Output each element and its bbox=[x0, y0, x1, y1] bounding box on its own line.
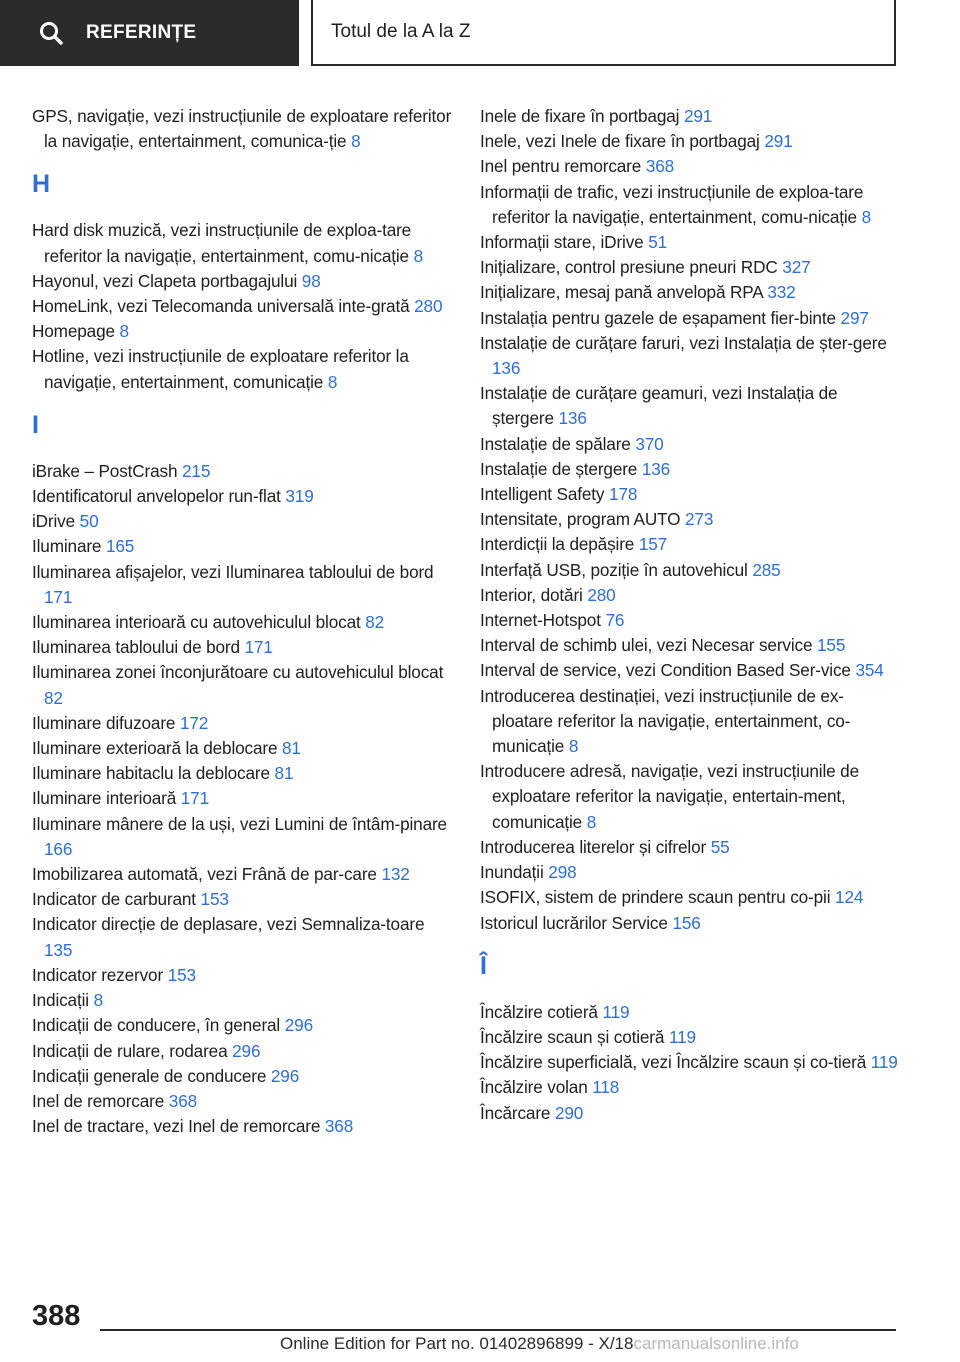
index-entry-text: Inele, vezi Inele de fixare în portbagaj bbox=[480, 131, 760, 152]
index-entry bbox=[32, 786, 452, 811]
index-entry-text: Iluminare bbox=[32, 536, 102, 557]
index-entry bbox=[480, 432, 900, 457]
index-entry-text: Introducere adresă, navigație, vezi instrucțiunile de exploatare referitor la navigație, entertain-ment, comunicație bbox=[480, 761, 859, 832]
index-entry-text: Inițializare, control presiune pneuri RDC bbox=[480, 257, 778, 278]
index-entry-page-link[interactable]: 8 bbox=[93, 990, 103, 1011]
index-entry-text: iDrive bbox=[32, 511, 76, 532]
index-entry bbox=[32, 560, 452, 610]
index-entry-text: Indicații generale de conducere bbox=[32, 1065, 267, 1086]
index-entry-text: Încălzire scaun și cotieră bbox=[480, 1026, 665, 1047]
index-entry-page-link[interactable]: 135 bbox=[44, 939, 73, 960]
index-entry bbox=[480, 507, 900, 532]
index-entry-text: Interior, dotări bbox=[480, 584, 583, 605]
tab-totul-de-la-a-la-z[interactable] bbox=[311, 0, 896, 66]
index-entry-text: Introducerea literelor și cifrelor bbox=[480, 836, 707, 857]
index-entry bbox=[32, 1114, 452, 1139]
index-entry bbox=[32, 635, 452, 660]
index-entry bbox=[32, 294, 452, 319]
index-entry-page-link[interactable]: 55 bbox=[710, 836, 730, 857]
index-entry bbox=[32, 812, 452, 862]
index-entry bbox=[32, 104, 452, 154]
index-entry bbox=[480, 230, 900, 255]
index-entry-text: Iluminare interioară bbox=[32, 788, 177, 809]
index-entry bbox=[32, 484, 452, 509]
index-entry-text: Iluminare habitaclu la deblocare bbox=[32, 763, 270, 784]
index-entry bbox=[480, 1025, 900, 1050]
index-entry-text: Încălzire superficială, vezi Încălzire scaun și co-tieră bbox=[480, 1052, 867, 1073]
index-entry-text: Încălzire volan bbox=[480, 1077, 588, 1098]
index-entry bbox=[480, 1101, 900, 1126]
page-number: 388 bbox=[32, 1300, 81, 1332]
index-entry-page-link[interactable]: 132 bbox=[381, 864, 410, 885]
index-entry-page-link[interactable]: 119 bbox=[668, 1026, 696, 1047]
index-entry bbox=[480, 331, 900, 381]
index-entry-text: GPS, navigație, vezi instrucțiunile de exploatare referitor la navigație, entertainment, comunica-ție bbox=[32, 106, 452, 152]
index-entry-page-link[interactable]: 297 bbox=[840, 307, 869, 328]
index-entry-page-link[interactable]: 136 bbox=[558, 408, 587, 429]
index-entry bbox=[480, 558, 900, 583]
index-entry bbox=[32, 509, 452, 534]
index-entry bbox=[32, 218, 452, 268]
watermark: carmanualsonline.info bbox=[633, 1334, 799, 1353]
index-entry bbox=[480, 280, 900, 305]
index-entry-page-link[interactable]: 172 bbox=[179, 712, 209, 733]
index-entry-page-link[interactable]: 368 bbox=[645, 156, 675, 177]
tab-az-label: Totul de la A la Z bbox=[331, 21, 471, 42]
index-entry-text: Interdicții la depășire bbox=[480, 534, 635, 555]
index-entry-page-link[interactable]: 119 bbox=[602, 1001, 630, 1022]
index-entry-page-link[interactable]: 8 bbox=[586, 811, 597, 832]
index-entry-page-link[interactable]: 273 bbox=[685, 509, 714, 530]
index-entry bbox=[32, 534, 452, 559]
index-entry-text: Indicații de conducere, în general bbox=[32, 1015, 281, 1036]
index-entry-page-link[interactable]: 153 bbox=[200, 889, 229, 910]
index-entry bbox=[480, 608, 900, 633]
index-entry-page-link[interactable]: 136 bbox=[492, 358, 521, 379]
index-entry bbox=[480, 104, 900, 129]
index-entry bbox=[480, 457, 900, 482]
footer-edition-text: Online Edition for Part no. 01402896899 - X/18 bbox=[280, 1334, 634, 1353]
index-entry bbox=[32, 736, 452, 761]
index-entry-page-link[interactable]: 290 bbox=[554, 1102, 584, 1123]
index-entry-text: Hayonul, vezi Clapeta portbagajului bbox=[32, 270, 298, 291]
index-entry-page-link[interactable]: 368 bbox=[168, 1090, 198, 1111]
index-entry-page-link[interactable]: 296 bbox=[284, 1015, 313, 1036]
index-entry-page-link[interactable]: 296 bbox=[270, 1065, 300, 1086]
index-entry bbox=[480, 1075, 900, 1100]
index-entry-page-link[interactable]: 50 bbox=[79, 511, 99, 532]
index-letter-heading: H bbox=[32, 170, 50, 199]
index-entry-text: Interval de schimb ulei, vezi Necesar service bbox=[480, 635, 813, 656]
index-entry-page-link[interactable]: 171 bbox=[44, 586, 73, 607]
index-entry-page-link[interactable]: 285 bbox=[752, 559, 781, 580]
index-entry-page-link[interactable]: 124 bbox=[835, 887, 864, 908]
index-entry-text: Iluminare difuzoare bbox=[32, 712, 176, 733]
index-entry-page-link[interactable]: 280 bbox=[587, 584, 616, 605]
index-entry-page-link[interactable]: 171 bbox=[180, 788, 209, 809]
index-entry-text: Indicații bbox=[32, 990, 89, 1011]
index-entry-page-link[interactable]: 354 bbox=[855, 660, 884, 681]
index-entry-text: ISOFIX, sistem de prindere scaun pentru co-pii bbox=[480, 887, 831, 908]
index-entry bbox=[32, 988, 452, 1013]
index-entry-text: Intensitate, program AUTO bbox=[480, 509, 681, 530]
index-entry-text: Hard disk muzică, vezi instrucțiunile de exploa-tare referitor la navigație, entertainment, comu-nicație bbox=[32, 220, 412, 266]
index-entry bbox=[32, 711, 452, 736]
index-entry bbox=[32, 660, 452, 710]
index-entry bbox=[480, 482, 900, 507]
footer-edition bbox=[280, 1334, 900, 1354]
index-entry-page-link[interactable]: 327 bbox=[782, 257, 811, 278]
index-entry-page-link[interactable]: 82 bbox=[365, 612, 385, 633]
index-entry bbox=[480, 1000, 900, 1025]
index-entry-page-link[interactable]: 8 bbox=[413, 245, 423, 266]
index-entry-page-link[interactable]: 296 bbox=[232, 1040, 261, 1061]
index-entry-text: Iluminare exterioară la deblocare bbox=[32, 738, 278, 759]
index-entry-page-link[interactable]: 119 bbox=[870, 1052, 898, 1073]
index-entry-page-link[interactable]: 153 bbox=[167, 964, 196, 985]
index-entry-text: Indicator rezervor bbox=[32, 964, 164, 985]
index-entry-page-link[interactable]: 319 bbox=[285, 486, 314, 507]
index-entry-text: Interfață USB, poziție în autovehicul bbox=[480, 559, 748, 580]
index-entry bbox=[480, 583, 900, 608]
index-entry bbox=[480, 129, 900, 154]
index-entry-text: Iluminarea zonei înconjurătoare cu autovehiculul blocat bbox=[32, 662, 444, 683]
footer-divider bbox=[100, 1329, 896, 1331]
index-entry-page-link[interactable]: 171 bbox=[244, 637, 273, 658]
index-entry-page-link[interactable]: 215 bbox=[182, 460, 211, 481]
index-entry-text: Indicații de rulare, rodarea bbox=[32, 1040, 228, 1061]
index-entry-text: Informații de trafic, vezi instrucțiunile de exploa-tare referitor la navigație, entertainment, comu-nicație bbox=[480, 181, 864, 227]
index-entry-page-link[interactable]: 118 bbox=[592, 1077, 620, 1098]
index-entry-text: Informații stare, iDrive bbox=[480, 232, 644, 253]
index-entry bbox=[480, 381, 900, 431]
tab-referinte[interactable] bbox=[0, 0, 299, 66]
index-entry bbox=[480, 759, 900, 835]
index-entry bbox=[480, 684, 900, 760]
index-entry bbox=[32, 269, 452, 294]
index-entry bbox=[32, 963, 452, 988]
index-entry bbox=[32, 1089, 452, 1114]
index-entry-text: Identificatorul anvelopelor run-flat bbox=[32, 486, 281, 507]
index-entry bbox=[32, 887, 452, 912]
index-entry-text: Indicator direcție de deplasare, vezi Semnaliza-toare bbox=[32, 914, 425, 935]
index-entry-text: Instalație de curățare faruri, vezi Instalația de șter-gere bbox=[480, 332, 887, 353]
index-entry-text: Indicator de carburant bbox=[32, 889, 196, 910]
index-entry-page-link[interactable]: 8 bbox=[351, 131, 361, 152]
index-entry-text: Iluminare mânere de la uși, vezi Lumini de întâm-pinare bbox=[32, 813, 447, 834]
index-entry bbox=[480, 306, 900, 331]
index-entry-page-link[interactable]: 166 bbox=[44, 838, 73, 859]
index-entry bbox=[480, 658, 900, 683]
index-entry bbox=[480, 911, 900, 936]
index-entry bbox=[32, 862, 452, 887]
index-entry-text: Încălzire cotieră bbox=[480, 1001, 598, 1022]
index-entry-page-link[interactable]: 81 bbox=[274, 763, 294, 784]
index-entry-page-link[interactable]: 370 bbox=[635, 433, 664, 454]
index-entry bbox=[480, 255, 900, 280]
index-entry-text: Intelligent Safety bbox=[480, 484, 605, 505]
index-entry-page-link[interactable]: 291 bbox=[764, 131, 793, 152]
index-entry-page-link[interactable]: 165 bbox=[105, 536, 135, 557]
index-entry-page-link[interactable]: 76 bbox=[605, 610, 625, 631]
index-column-right bbox=[480, 104, 900, 1126]
index-entry-page-link[interactable]: 8 bbox=[119, 321, 129, 342]
index-entry-page-link[interactable]: 280 bbox=[414, 296, 443, 317]
index-entry bbox=[480, 835, 900, 860]
index-entry-page-link[interactable]: 368 bbox=[324, 1116, 354, 1137]
index-entry-text: Inele de fixare în portbagaj bbox=[480, 106, 680, 126]
index-entry bbox=[480, 532, 900, 557]
index-entry-text: Inel de remorcare bbox=[32, 1090, 165, 1111]
index-entry-page-link[interactable]: 157 bbox=[638, 534, 668, 555]
index-letter-heading: I bbox=[32, 410, 39, 439]
index-entry-page-link[interactable]: 178 bbox=[609, 484, 638, 505]
index-entry-page-link[interactable]: 155 bbox=[817, 635, 846, 656]
index-entry-text: Iluminarea tabloului de bord bbox=[32, 637, 240, 658]
index-entry bbox=[32, 1013, 452, 1038]
index-entry bbox=[32, 1039, 452, 1064]
index-entry-page-link[interactable]: 8 bbox=[568, 736, 579, 757]
index-entry-text: Instalație de ștergere bbox=[480, 458, 638, 479]
index-entry-text: Încărcare bbox=[480, 1102, 551, 1123]
index-column-left bbox=[32, 104, 452, 1139]
index-entry bbox=[32, 319, 452, 344]
index-entry-text: Inițializare, mesaj pană anvelopă RPA bbox=[480, 282, 763, 303]
index-entry-page-link[interactable]: 98 bbox=[301, 270, 321, 291]
index-entry-text: Instalație de curățare geamuri, vezi Instalația de ștergere bbox=[480, 383, 838, 429]
index-entry-page-link[interactable]: 8 bbox=[861, 206, 871, 227]
index-entry-text: Introducerea destinației, vezi instrucțiunile de ex-ploatare referitor la navigație, entertainment, co-municație bbox=[480, 685, 851, 757]
index-entry-text: iBrake – PostCrash bbox=[32, 460, 178, 481]
index-entry-text: Interval de service, vezi Condition Based Ser-vice bbox=[480, 660, 851, 681]
index-entry-page-link[interactable]: 8 bbox=[327, 371, 338, 392]
index-entry-text: Inundații bbox=[480, 862, 544, 883]
index-entry-text: Iluminarea afișajelor, vezi Iluminarea tabloului de bord bbox=[32, 561, 434, 582]
index-entry-text: Istoricul lucrărilor Service bbox=[480, 912, 668, 933]
index-entry-page-link[interactable]: 298 bbox=[548, 862, 577, 883]
index-entry bbox=[32, 912, 452, 962]
index-entry bbox=[32, 610, 452, 635]
index-entry bbox=[32, 459, 452, 484]
index-entry-text: Instalația pentru gazele de eșapament fier-binte bbox=[480, 307, 836, 328]
index-entry-text: Iluminarea interioară cu autovehiculul blocat bbox=[32, 612, 361, 633]
index-entry bbox=[480, 633, 900, 658]
index-entry-page-link[interactable]: 136 bbox=[641, 458, 671, 479]
index-entry-text: Homepage bbox=[32, 321, 115, 342]
index-entry-page-link[interactable]: 291 bbox=[683, 106, 713, 126]
tab-referinte-label: REFERINȚE bbox=[86, 22, 197, 43]
index-entry-text: Internet-Hotspot bbox=[480, 610, 601, 631]
index-entry bbox=[480, 885, 900, 910]
index-letter-heading: Î bbox=[480, 951, 487, 980]
index-entry-text: HomeLink, vezi Telecomanda universală inte-grată bbox=[32, 296, 410, 317]
index-entry-text: Inel pentru remorcare bbox=[480, 156, 642, 177]
index-entry-text: Imobilizarea automată, vezi Frână de par-care bbox=[32, 864, 377, 885]
index-entry bbox=[32, 1064, 452, 1089]
index-entry-page-link[interactable]: 156 bbox=[672, 912, 701, 933]
index-entry-text: Inel de tractare, vezi Inel de remorcare bbox=[32, 1116, 321, 1137]
index-entry bbox=[32, 344, 452, 394]
index-entry-page-link[interactable]: 51 bbox=[648, 232, 668, 253]
index-entry-text: Hotline, vezi instrucțiunile de exploatare referitor la navigație, entertainment, comunicație bbox=[32, 346, 409, 392]
index-entry bbox=[32, 761, 452, 786]
index-entry bbox=[480, 154, 900, 179]
index-entry bbox=[480, 1050, 900, 1075]
index-entry-page-link[interactable]: 332 bbox=[767, 282, 796, 303]
search-icon bbox=[38, 20, 64, 46]
index-entry-page-link[interactable]: 81 bbox=[282, 738, 301, 759]
index-entry-page-link[interactable]: 82 bbox=[44, 687, 63, 708]
index-entry bbox=[480, 860, 900, 885]
index-entry-text: Instalație de spălare bbox=[480, 433, 631, 454]
top-bar bbox=[0, 0, 960, 66]
index-entry bbox=[480, 180, 900, 230]
